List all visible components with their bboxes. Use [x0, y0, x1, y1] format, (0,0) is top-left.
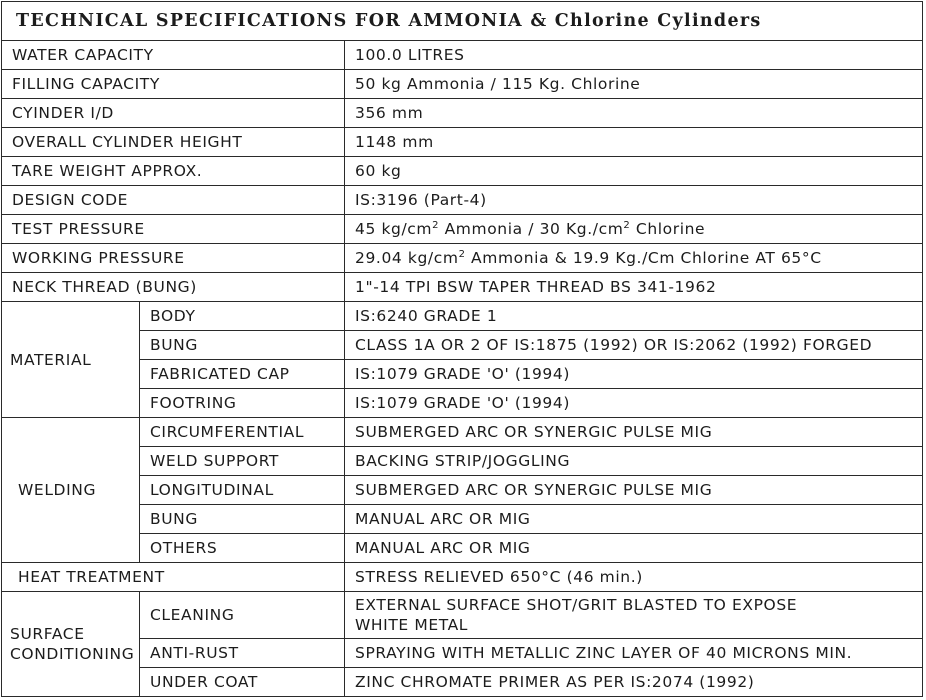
group-label-line: SURFACE: [10, 625, 85, 643]
table-row: [2, 70, 923, 99]
superscript: 2: [458, 249, 466, 260]
sub-label: FOOTRING: [140, 389, 345, 418]
row-value: MANUAL ARC OR MIG: [345, 534, 923, 563]
table-row: [2, 447, 923, 476]
sub-label: CIRCUMFERENTIAL: [140, 418, 345, 447]
sub-label: FABRICATED CAP: [140, 360, 345, 389]
title-row: [2, 2, 923, 41]
row-label: NECK THREAD (BUNG): [2, 273, 345, 302]
sub-label: BUNG: [140, 331, 345, 360]
row-label: OVERALL CYLINDER HEIGHT: [2, 128, 345, 157]
table-row: [2, 273, 923, 302]
row-value: IS:1079 GRADE 'O' (1994): [345, 360, 923, 389]
table-row: [2, 186, 923, 215]
table-row: [2, 563, 923, 592]
row-value: [345, 592, 923, 639]
row-value: 1148 mm: [345, 128, 923, 157]
sub-label: UNDER COAT: [140, 668, 345, 697]
table-row: [2, 215, 923, 244]
superscript: 2: [432, 220, 440, 231]
table-row: [2, 592, 923, 639]
row-label: DESIGN CODE: [2, 186, 345, 215]
table-row: [2, 389, 923, 418]
table-row: [2, 476, 923, 505]
table-row: [2, 244, 923, 273]
row-value: 1"-14 TPI BSW TAPER THREAD BS 341-1962: [345, 273, 923, 302]
row-value: SPRAYING WITH METALLIC ZINC LAYER OF 40 MICRONS MIN.: [345, 639, 923, 668]
row-value: SUBMERGED ARC OR SYNERGIC PULSE MIG: [345, 418, 923, 447]
value-part: Chlorine: [630, 220, 706, 238]
table-row: [2, 331, 923, 360]
row-value: MANUAL ARC OR MIG: [345, 505, 923, 534]
row-label: TEST PRESSURE: [2, 215, 345, 244]
value-line: EXTERNAL SURFACE SHOT/GRIT BLASTED TO EXPOSE: [355, 596, 798, 614]
row-label: CYINDER I/D: [2, 99, 345, 128]
value-line: WHITE METAL: [355, 616, 469, 634]
table-row: [2, 128, 923, 157]
table-row: [2, 668, 923, 697]
sub-label: ANTI-RUST: [140, 639, 345, 668]
row-value: STRESS RELIEVED 650°C (46 min.): [345, 563, 923, 592]
table-row: [2, 639, 923, 668]
row-value: 50 kg Ammonia / 115 Kg. Chlorine: [345, 70, 923, 99]
sub-label: BODY: [140, 302, 345, 331]
sub-label: LONGITUDINAL: [140, 476, 345, 505]
value-part: 29.04 kg/cm: [355, 249, 459, 267]
value-part: 45 kg/cm: [355, 220, 433, 238]
row-value: 60 kg: [345, 157, 923, 186]
value-part: Ammonia & 19.9 Kg./Cm Chlorine AT 65°C: [465, 249, 822, 267]
superscript: 2: [623, 220, 631, 231]
row-value: 100.0 LITRES: [345, 41, 923, 70]
table-row: [2, 41, 923, 70]
group-label-material: MATERIAL: [2, 302, 140, 418]
row-value: IS:1079 GRADE 'O' (1994): [345, 389, 923, 418]
row-value: BACKING STRIP/JOGGLING: [345, 447, 923, 476]
row-value: SUBMERGED ARC OR SYNERGIC PULSE MIG: [345, 476, 923, 505]
table-row: [2, 360, 923, 389]
row-label: FILLING CAPACITY: [2, 70, 345, 99]
row-value: 356 mm: [345, 99, 923, 128]
row-label: WATER CAPACITY: [2, 41, 345, 70]
sub-label: CLEANING: [140, 592, 345, 639]
row-value: IS:3196 (Part-4): [345, 186, 923, 215]
table-row: [2, 534, 923, 563]
group-label-welding: WELDING: [2, 418, 140, 563]
spec-sheet: [1, 1, 922, 698]
row-value: [345, 215, 923, 244]
group-label-line: CONDITIONING: [10, 645, 135, 663]
row-value: IS:6240 GRADE 1: [345, 302, 923, 331]
row-label: HEAT TREATMENT: [2, 563, 345, 592]
group-label-surface: [2, 592, 140, 697]
table-row: [2, 99, 923, 128]
table-row: [2, 418, 923, 447]
value-part: Ammonia / 30 Kg./cm: [439, 220, 624, 238]
row-label: WORKING PRESSURE: [2, 244, 345, 273]
sub-label: WELD SUPPORT: [140, 447, 345, 476]
table-row: [2, 505, 923, 534]
row-label: TARE WEIGHT APPROX.: [2, 157, 345, 186]
table-row: [2, 157, 923, 186]
sub-label: BUNG: [140, 505, 345, 534]
row-value: [345, 244, 923, 273]
sub-label: OTHERS: [140, 534, 345, 563]
row-value: CLASS 1A OR 2 OF IS:1875 (1992) OR IS:2062 (1992) FORGED: [345, 331, 923, 360]
table-row: [2, 302, 923, 331]
row-value: ZINC CHROMATE PRIMER AS PER IS:2074 (1992): [345, 668, 923, 697]
table-title: TECHNICAL SPECIFICATIONS FOR AMMONIA & Chlorine Cylinders: [2, 2, 923, 41]
spec-table: [1, 1, 923, 697]
